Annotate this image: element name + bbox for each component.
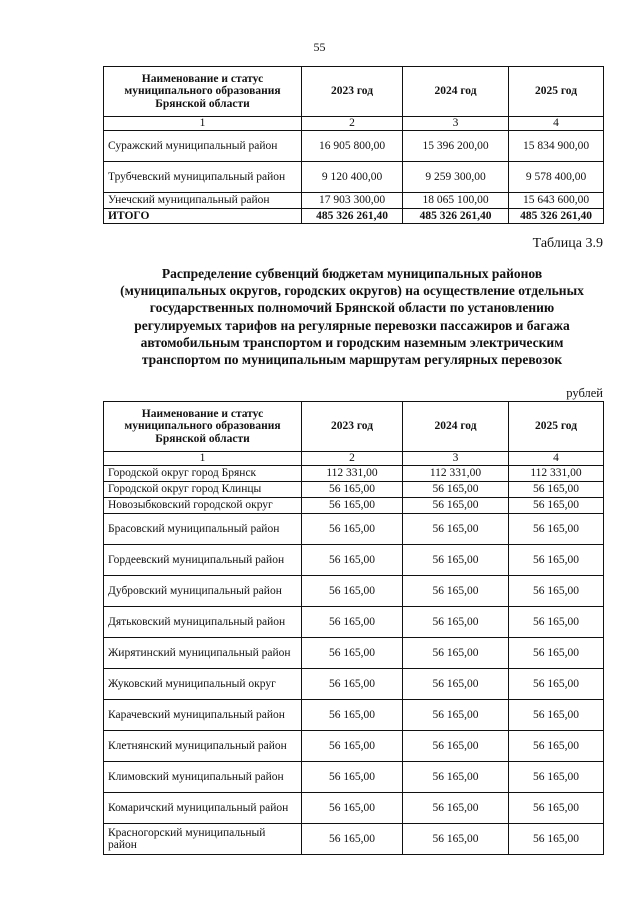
municipality-cell: Жирятинский муниципальный район	[104, 638, 302, 669]
table-row	[104, 700, 604, 731]
header-2023: 2023 год	[302, 402, 403, 452]
table-row	[104, 131, 604, 162]
value-2025-cell: 112 331,00	[509, 466, 604, 482]
value-2024-cell: 112 331,00	[403, 466, 509, 482]
table-row	[104, 193, 604, 209]
header-2024: 2024 год	[403, 67, 509, 117]
municipality-cell: Брасовский муниципальный район	[104, 514, 302, 545]
header-row	[104, 67, 604, 117]
municipality-cell: Жуковский муниципальный округ	[104, 669, 302, 700]
value-2025-cell: 56 165,00	[509, 669, 604, 700]
value-2023-cell: 56 165,00	[302, 545, 403, 576]
value-2025-cell: 56 165,00	[509, 607, 604, 638]
value-2024-cell: 9 259 300,00	[403, 162, 509, 193]
table-row	[104, 545, 604, 576]
column-index-2: 2	[302, 452, 403, 466]
table-row	[104, 482, 604, 498]
value-2025-cell: 56 165,00	[509, 824, 604, 855]
value-2025-cell: 56 165,00	[509, 545, 604, 576]
value-2023-cell: 56 165,00	[302, 638, 403, 669]
value-2025-cell: 56 165,00	[509, 514, 604, 545]
header-municipality: Наименование и статус муниципального образования Брянской области	[104, 402, 302, 452]
value-2025-cell: 56 165,00	[509, 498, 604, 514]
value-2025-cell: 56 165,00	[509, 762, 604, 793]
value-2023-cell: 112 331,00	[302, 466, 403, 482]
value-2024-cell: 56 165,00	[403, 498, 509, 514]
value-2023-cell: 56 165,00	[302, 731, 403, 762]
table-row	[104, 576, 604, 607]
value-2025-cell: 56 165,00	[509, 576, 604, 607]
table-row	[104, 731, 604, 762]
municipality-cell: Суражский муниципальный район	[104, 131, 302, 162]
municipality-cell: Комаричский муниципальный район	[104, 793, 302, 824]
municipality-cell: Трубчевский муниципальный район	[104, 162, 302, 193]
column-index-4: 4	[509, 117, 604, 131]
header-2024: 2024 год	[403, 402, 509, 452]
value-2024-cell: 56 165,00	[403, 482, 509, 498]
value-2024-cell: 15 396 200,00	[403, 131, 509, 162]
value-2024-cell: 56 165,00	[403, 607, 509, 638]
value-2025-cell: 56 165,00	[509, 731, 604, 762]
value-2024-cell: 56 165,00	[403, 731, 509, 762]
municipality-cell: Климовский муниципальный район	[104, 762, 302, 793]
value-2025-cell: 56 165,00	[509, 793, 604, 824]
table-row	[104, 466, 604, 482]
value-2023-cell: 56 165,00	[302, 607, 403, 638]
column-index-4: 4	[509, 452, 604, 466]
value-2023-cell: 56 165,00	[302, 514, 403, 545]
page-number: 55	[313, 40, 326, 54]
header-2025: 2025 год	[509, 67, 604, 117]
value-2023-cell: 56 165,00	[302, 762, 403, 793]
table-row	[104, 669, 604, 700]
value-2024-cell: 56 165,00	[403, 669, 509, 700]
value-2025-cell: 56 165,00	[509, 700, 604, 731]
header-municipality: Наименование и статус муниципального образования Брянской области	[104, 67, 302, 117]
table-row	[104, 162, 604, 193]
value-2025-cell: 56 165,00	[509, 638, 604, 669]
value-2023-cell: 17 903 300,00	[302, 193, 403, 209]
value-2025-cell: 485 326 261,40	[509, 209, 604, 224]
value-2024-cell: 56 165,00	[403, 514, 509, 545]
table-row	[104, 498, 604, 514]
municipality-cell: Городской округ город Клинцы	[104, 482, 302, 498]
header-2025: 2025 год	[509, 402, 604, 452]
municipality-cell: Гордеевский муниципальный район	[104, 545, 302, 576]
subvention-table	[103, 401, 604, 855]
column-index-row	[104, 117, 604, 131]
value-2024-cell: 56 165,00	[403, 545, 509, 576]
municipality-cell: Городской округ город Брянск	[104, 466, 302, 482]
value-2023-cell: 56 165,00	[302, 482, 403, 498]
table-body	[104, 402, 604, 855]
municipality-cell: Красногорский муниципальный район	[104, 824, 302, 855]
value-2024-cell: 56 165,00	[403, 824, 509, 855]
column-index-1: 1	[104, 117, 302, 131]
municipality-cell: Карачевский муниципальный район	[104, 700, 302, 731]
header-2023: 2023 год	[302, 67, 403, 117]
subvention-table-continued	[103, 66, 604, 224]
value-2024-cell: 485 326 261,40	[403, 209, 509, 224]
value-2023-cell: 56 165,00	[302, 793, 403, 824]
header-row	[104, 402, 604, 452]
column-index-3: 3	[403, 117, 509, 131]
municipality-cell: Новозыбковский городской округ	[104, 498, 302, 514]
table-row	[104, 762, 604, 793]
column-index-row	[104, 452, 604, 466]
value-2024-cell: 56 165,00	[403, 576, 509, 607]
value-2025-cell: 15 643 600,00	[509, 193, 604, 209]
value-2023-cell: 56 165,00	[302, 576, 403, 607]
column-index-3: 3	[403, 452, 509, 466]
units-label: рублей	[566, 386, 603, 400]
column-index-2: 2	[302, 117, 403, 131]
municipality-cell: Дубровский муниципальный район	[104, 576, 302, 607]
municipality-cell: Дятьковский муниципальный район	[104, 607, 302, 638]
value-2025-cell: 56 165,00	[509, 482, 604, 498]
value-2023-cell: 9 120 400,00	[302, 162, 403, 193]
value-2025-cell: 15 834 900,00	[509, 131, 604, 162]
value-2023-cell: 56 165,00	[302, 700, 403, 731]
table-row	[104, 824, 604, 855]
municipality-cell: ИТОГО	[104, 209, 302, 224]
value-2024-cell: 18 065 100,00	[403, 193, 509, 209]
value-2023-cell: 56 165,00	[302, 669, 403, 700]
value-2024-cell: 56 165,00	[403, 762, 509, 793]
value-2023-cell: 56 165,00	[302, 824, 403, 855]
column-index-1: 1	[104, 452, 302, 466]
value-2024-cell: 56 165,00	[403, 638, 509, 669]
table-row	[104, 514, 604, 545]
table-row	[104, 638, 604, 669]
section-title: Распределение субвенций бюджетам муниципальных районов (муниципальных округов, городских округов) на осуществление отдельных государственных полномочий Брянской области по установлению регулируемых тарифов на регулярные перевозки пассажиров и багажа автомобильным транспортом и городским наземным электрическим транспортом по муниципальным маршрутам регулярных перевозок	[120, 266, 584, 368]
value-2023-cell: 16 905 800,00	[302, 131, 403, 162]
table-row	[104, 607, 604, 638]
value-2024-cell: 56 165,00	[403, 793, 509, 824]
municipality-cell: Унечский муниципальный район	[104, 193, 302, 209]
value-2025-cell: 9 578 400,00	[509, 162, 604, 193]
table-caption: Таблица 3.9	[532, 236, 603, 251]
table-body	[104, 67, 604, 224]
table-row	[104, 793, 604, 824]
municipality-cell: Клетнянский муниципальный район	[104, 731, 302, 762]
value-2023-cell: 56 165,00	[302, 498, 403, 514]
total-row	[104, 209, 604, 224]
value-2024-cell: 56 165,00	[403, 700, 509, 731]
value-2023-cell: 485 326 261,40	[302, 209, 403, 224]
